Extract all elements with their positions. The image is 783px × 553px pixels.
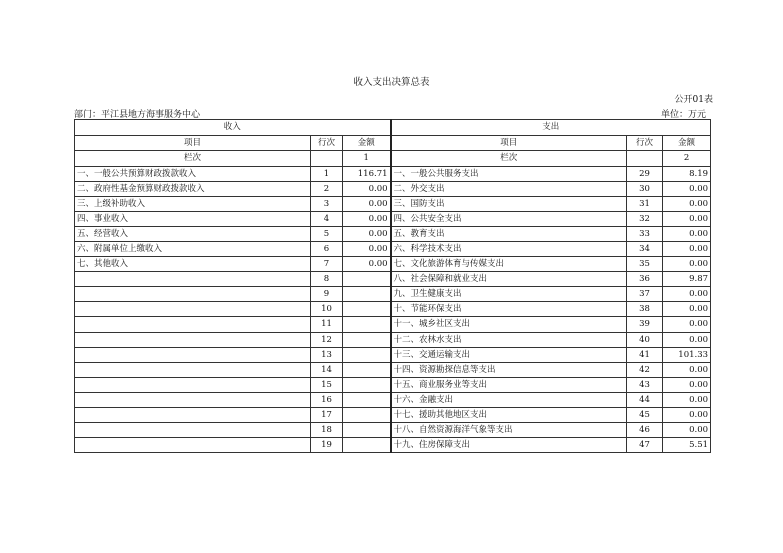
expense-line-no: 34 bbox=[627, 241, 663, 256]
expense-item-header: 项目 bbox=[391, 135, 627, 151]
table-row bbox=[75, 438, 711, 453]
income-amount: 0.00 bbox=[343, 211, 391, 226]
table-row bbox=[75, 226, 711, 241]
income-line-no: 1 bbox=[311, 166, 343, 181]
expense-line-no: 45 bbox=[627, 408, 663, 423]
expense-item-name: 十、节能环保支出 bbox=[391, 302, 627, 317]
expense-line-no: 43 bbox=[627, 377, 663, 392]
expense-item-name: 一、一般公共服务支出 bbox=[391, 166, 627, 181]
expense-line-no: 36 bbox=[627, 272, 663, 287]
expense-line-no: 37 bbox=[627, 287, 663, 302]
expense-item-name: 三、国防支出 bbox=[391, 196, 627, 211]
income-item-name bbox=[75, 287, 311, 302]
expense-amount: 0.00 bbox=[663, 377, 711, 392]
income-amount: 0.00 bbox=[343, 196, 391, 211]
income-amount bbox=[343, 347, 391, 362]
expense-item-name: 十五、商业服务业等支出 bbox=[391, 377, 627, 392]
expense-line-no: 40 bbox=[627, 332, 663, 347]
income-amount: 0.00 bbox=[343, 226, 391, 241]
income-item-name bbox=[75, 272, 311, 287]
expense-item-name: 十二、农林水支出 bbox=[391, 332, 627, 347]
expense-item-name: 十八、自然资源海洋气象等支出 bbox=[391, 423, 627, 438]
table-row bbox=[75, 166, 711, 181]
expense-line-header: 行次 bbox=[627, 135, 663, 151]
income-item-name: 七、其他收入 bbox=[75, 257, 311, 272]
income-amount bbox=[343, 302, 391, 317]
income-item-name bbox=[75, 362, 311, 377]
expense-amount: 0.00 bbox=[663, 332, 711, 347]
income-amount bbox=[343, 408, 391, 423]
expense-amount: 0.00 bbox=[663, 226, 711, 241]
header-row-sections bbox=[75, 120, 711, 136]
expense-item-name: 六、科学技术支出 bbox=[391, 241, 627, 256]
income-item-header: 项目 bbox=[75, 135, 311, 151]
table-row bbox=[75, 377, 711, 392]
expense-line-no: 42 bbox=[627, 362, 663, 377]
expense-amount-header: 金额 bbox=[663, 135, 711, 151]
income-colnum-blank bbox=[311, 151, 343, 167]
expense-amount: 101.33 bbox=[663, 347, 711, 362]
income-line-no: 4 bbox=[311, 211, 343, 226]
income-amount: 116.71 bbox=[343, 166, 391, 181]
income-item-name bbox=[75, 423, 311, 438]
income-amount bbox=[343, 377, 391, 392]
income-line-header: 行次 bbox=[311, 135, 343, 151]
table-row bbox=[75, 272, 711, 287]
income-line-no: 3 bbox=[311, 196, 343, 211]
income-amount bbox=[343, 332, 391, 347]
income-item-name bbox=[75, 438, 311, 453]
income-line-no: 11 bbox=[311, 317, 343, 332]
header-row-colnum bbox=[75, 151, 711, 167]
expense-line-no: 32 bbox=[627, 211, 663, 226]
income-line-no: 2 bbox=[311, 181, 343, 196]
expense-item-name: 八、社会保障和就业支出 bbox=[391, 272, 627, 287]
expense-line-no: 33 bbox=[627, 226, 663, 241]
income-line-no: 14 bbox=[311, 362, 343, 377]
income-amount bbox=[343, 272, 391, 287]
expense-item-name: 四、公共安全支出 bbox=[391, 211, 627, 226]
income-amount: 0.00 bbox=[343, 181, 391, 196]
table-row bbox=[75, 287, 711, 302]
income-item-name: 二、政府性基金预算财政拨款收入 bbox=[75, 181, 311, 196]
income-item-name: 一、一般公共预算财政拨款收入 bbox=[75, 166, 311, 181]
table-row bbox=[75, 257, 711, 272]
expense-amount: 0.00 bbox=[663, 196, 711, 211]
expense-item-name: 十一、城乡社区支出 bbox=[391, 317, 627, 332]
expense-colnum-blank bbox=[627, 151, 663, 167]
income-line-no: 19 bbox=[311, 438, 343, 453]
expense-amount: 0.00 bbox=[663, 287, 711, 302]
income-item-name bbox=[75, 408, 311, 423]
expense-amount: 0.00 bbox=[663, 392, 711, 407]
table-row bbox=[75, 302, 711, 317]
income-item-name bbox=[75, 332, 311, 347]
form-number: 公开01表 bbox=[674, 95, 713, 105]
income-line-no: 17 bbox=[311, 408, 343, 423]
expense-amount: 5.51 bbox=[663, 438, 711, 453]
income-item-name: 六、附属单位上缴收入 bbox=[75, 241, 311, 256]
income-line-no: 9 bbox=[311, 287, 343, 302]
income-amount: 0.00 bbox=[343, 257, 391, 272]
table-row bbox=[75, 317, 711, 332]
expense-amount: 0.00 bbox=[663, 241, 711, 256]
income-line-no: 7 bbox=[311, 257, 343, 272]
expense-amount: 9.87 bbox=[663, 272, 711, 287]
income-item-name: 四、事业收入 bbox=[75, 211, 311, 226]
expense-line-no: 31 bbox=[627, 196, 663, 211]
expense-item-name: 九、卫生健康支出 bbox=[391, 287, 627, 302]
unit-label: 单位：万元 bbox=[660, 110, 706, 120]
income-line-no: 13 bbox=[311, 347, 343, 362]
table-row bbox=[75, 408, 711, 423]
table-row bbox=[75, 241, 711, 256]
income-amount: 0.00 bbox=[343, 241, 391, 256]
expense-amount: 0.00 bbox=[663, 423, 711, 438]
expense-amount: 0.00 bbox=[663, 317, 711, 332]
table-row bbox=[75, 423, 711, 438]
expense-amount: 0.00 bbox=[663, 302, 711, 317]
income-item-name bbox=[75, 317, 311, 332]
income-line-no: 10 bbox=[311, 302, 343, 317]
income-amount bbox=[343, 438, 391, 453]
expense-item-name: 十七、援助其他地区支出 bbox=[391, 408, 627, 423]
expense-line-no: 46 bbox=[627, 423, 663, 438]
income-colnum-value: 1 bbox=[343, 151, 391, 167]
expense-line-no: 35 bbox=[627, 257, 663, 272]
table-row bbox=[75, 181, 711, 196]
expense-line-no: 39 bbox=[627, 317, 663, 332]
table-row bbox=[75, 332, 711, 347]
expense-amount: 0.00 bbox=[663, 181, 711, 196]
expense-item-name: 二、外交支出 bbox=[391, 181, 627, 196]
income-item-name bbox=[75, 302, 311, 317]
header-row-columns bbox=[75, 135, 711, 151]
income-amount bbox=[343, 317, 391, 332]
expense-line-no: 47 bbox=[627, 438, 663, 453]
table-row bbox=[75, 392, 711, 407]
income-line-no: 15 bbox=[311, 377, 343, 392]
department-label: 部门：平江县地方海事服务中心 bbox=[74, 110, 201, 120]
expense-item-name: 十四、资源勘探信息等支出 bbox=[391, 362, 627, 377]
income-amount bbox=[343, 423, 391, 438]
table-row bbox=[75, 196, 711, 211]
expense-colnum-label: 栏次 bbox=[391, 151, 627, 167]
expense-amount: 0.00 bbox=[663, 362, 711, 377]
income-item-name: 三、上级补助收入 bbox=[75, 196, 311, 211]
table-row bbox=[75, 362, 711, 377]
page-title: 收入支出决算总表 bbox=[353, 77, 430, 88]
expense-line-no: 44 bbox=[627, 392, 663, 407]
income-line-no: 6 bbox=[311, 241, 343, 256]
income-expense-table bbox=[74, 119, 711, 453]
expense-amount: 8.19 bbox=[663, 166, 711, 181]
expense-line-no: 41 bbox=[627, 347, 663, 362]
income-item-name bbox=[75, 347, 311, 362]
expense-item-name: 十九、住房保障支出 bbox=[391, 438, 627, 453]
expense-line-no: 29 bbox=[627, 166, 663, 181]
income-item-name bbox=[75, 377, 311, 392]
table-row bbox=[75, 347, 711, 362]
income-amount bbox=[343, 362, 391, 377]
expense-line-no: 30 bbox=[627, 181, 663, 196]
table-row bbox=[75, 211, 711, 226]
income-colnum-label: 栏次 bbox=[75, 151, 311, 167]
expense-item-name: 五、教育支出 bbox=[391, 226, 627, 241]
income-amount-header: 金额 bbox=[343, 135, 391, 151]
income-line-no: 12 bbox=[311, 332, 343, 347]
expense-amount: 0.00 bbox=[663, 408, 711, 423]
income-section-header: 收入 bbox=[75, 120, 391, 136]
income-line-no: 5 bbox=[311, 226, 343, 241]
income-amount bbox=[343, 392, 391, 407]
income-line-no: 18 bbox=[311, 423, 343, 438]
income-amount bbox=[343, 287, 391, 302]
expense-item-name: 十三、交通运输支出 bbox=[391, 347, 627, 362]
expense-line-no: 38 bbox=[627, 302, 663, 317]
expense-item-name: 七、文化旅游体育与传媒支出 bbox=[391, 257, 627, 272]
expense-amount: 0.00 bbox=[663, 257, 711, 272]
income-line-no: 8 bbox=[311, 272, 343, 287]
expense-amount: 0.00 bbox=[663, 211, 711, 226]
expense-section-header: 支出 bbox=[391, 120, 711, 136]
income-line-no: 16 bbox=[311, 392, 343, 407]
expense-colnum-value: 2 bbox=[663, 151, 711, 167]
expense-item-name: 十六、金融支出 bbox=[391, 392, 627, 407]
income-item-name: 五、经营收入 bbox=[75, 226, 311, 241]
income-item-name bbox=[75, 392, 311, 407]
